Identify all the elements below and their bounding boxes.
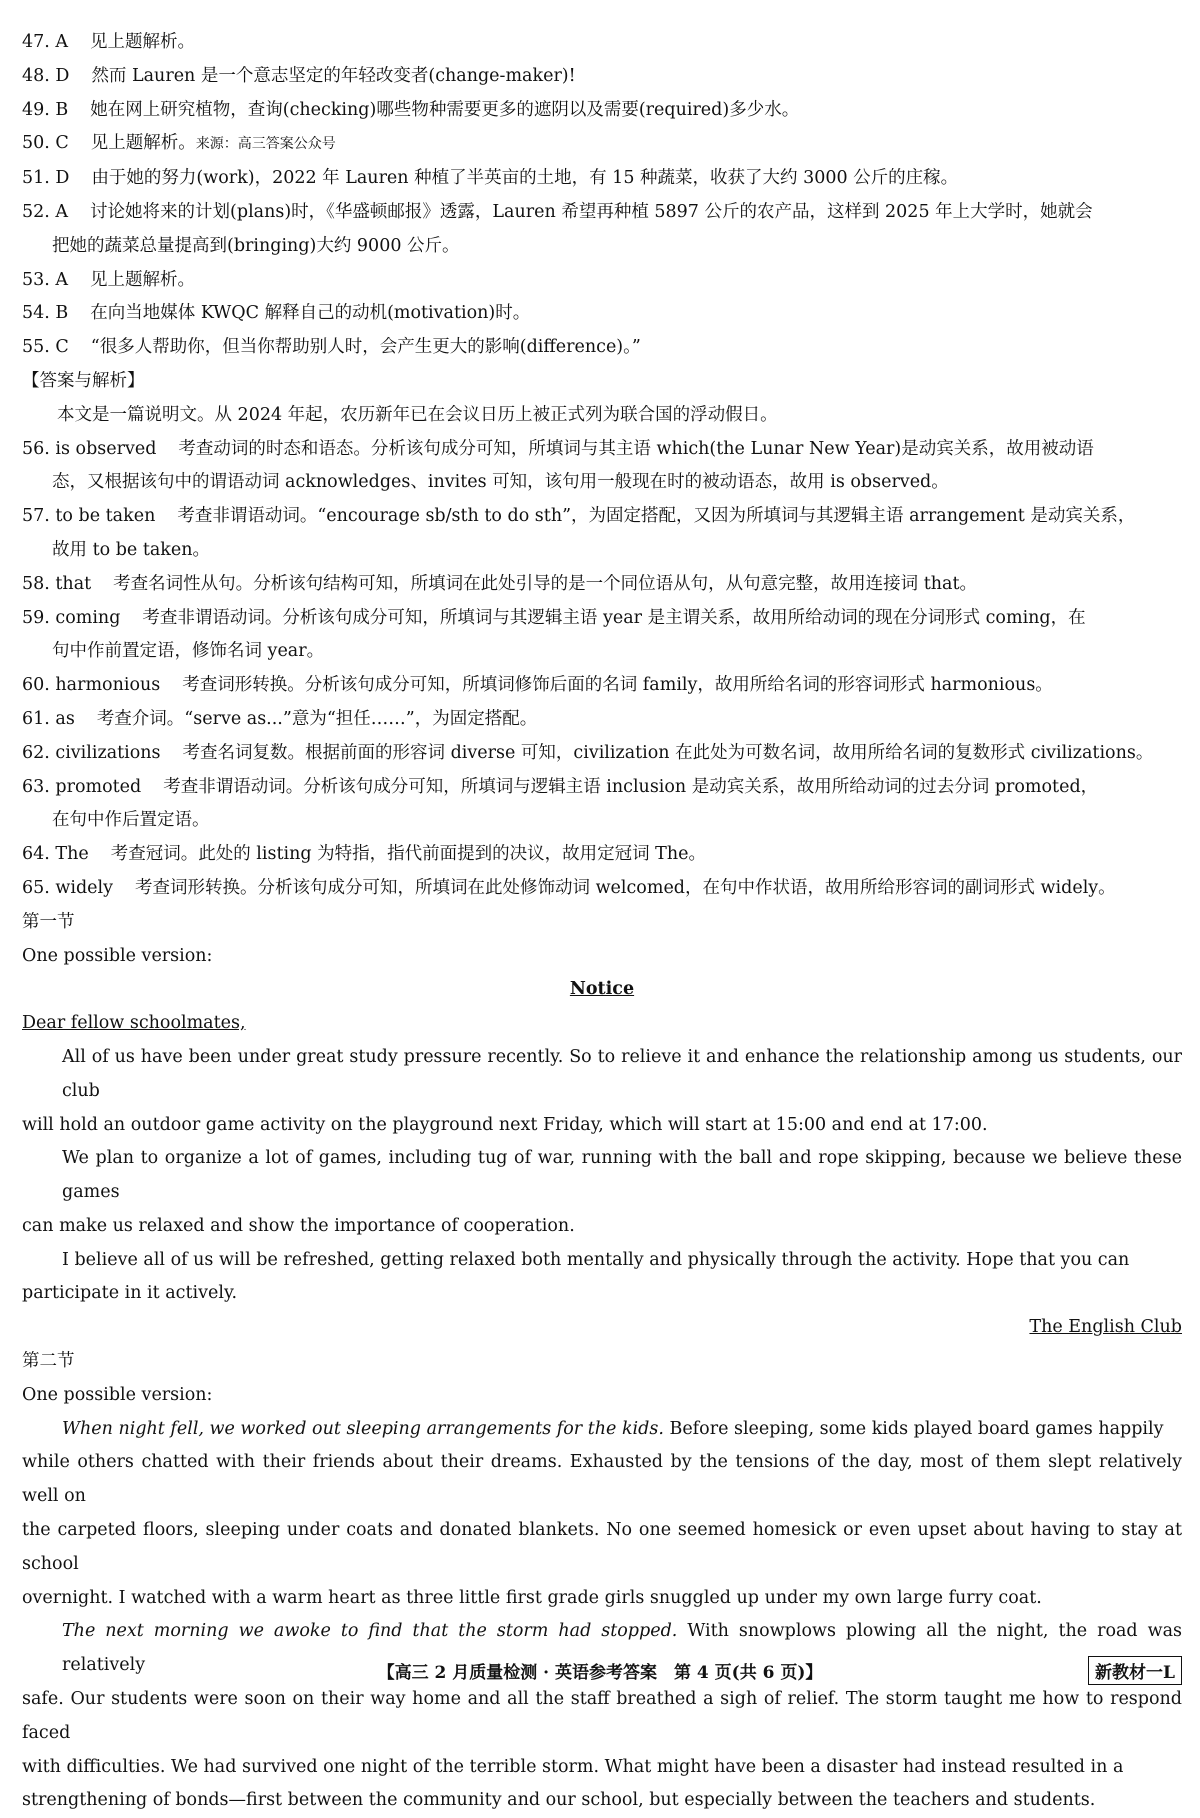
story-p2-l4: strengthening of bonds—first between the community and our school, but especially between the teachers and students. bbox=[22, 1790, 1096, 1811]
notice-signature: The English Club bbox=[1029, 1317, 1182, 1338]
answer-line bbox=[22, 602, 1182, 636]
part1-heading: 第一节 bbox=[22, 911, 75, 932]
answer-line bbox=[22, 669, 1182, 703]
answer-explanation: 然而 Lauren 是一个意志坚定的年轻改变者(change-maker)! bbox=[91, 65, 576, 86]
answer-line bbox=[22, 838, 1182, 872]
answer-number: 48. D bbox=[22, 65, 70, 86]
answers-section-b bbox=[22, 433, 1182, 906]
story-p1-l4: overnight. I watched with a warm heart as three little first grade girls snuggled up under my own large furry coat. bbox=[22, 1587, 1042, 1608]
intro-text: 本文是一篇说明文。从 2024 年起，农历新年已在会议日历上被正式列为联合国的浮动假日。 bbox=[57, 404, 778, 425]
answer-number: 61. as bbox=[22, 708, 75, 729]
notice-greeting: Dear fellow schoolmates, bbox=[22, 1013, 246, 1034]
answer-number: 55. C bbox=[22, 337, 69, 358]
answer-continuation: 在句中作后置定语。 bbox=[52, 810, 210, 831]
answer-line bbox=[22, 94, 1182, 128]
answer-explanation: 在向当地媒体 KWQC 解释自己的动机(motivation)时。 bbox=[90, 303, 531, 324]
answer-line bbox=[22, 26, 1182, 60]
part2-heading: 第二节 bbox=[22, 1351, 75, 1372]
answer-line bbox=[22, 264, 1182, 298]
answer-line bbox=[22, 568, 1182, 602]
answer-continuation: 故用 to be taken。 bbox=[52, 539, 211, 560]
answer-number: 62. civilizations bbox=[22, 742, 161, 763]
answer-explanation: 考查非谓语动词。分析该句成分可知，所填词与其逻辑主语 year 是主谓关系，故用所给动词的现在分词形式 coming，在 bbox=[142, 607, 1086, 628]
story-p1-l2: while others chatted with their friends about their dreams. Exhausted by the tensions of the day, most of them slept relatively well on bbox=[22, 1452, 1182, 1507]
section-header: 【答案与解析】 bbox=[22, 370, 145, 391]
answer-explanation: 见上题解析。 bbox=[90, 133, 196, 154]
answer-line bbox=[22, 127, 1182, 162]
answer-number: 60. harmonious bbox=[22, 675, 161, 696]
answer-continuation: 句中作前置定语，修饰名词 year。 bbox=[52, 641, 325, 662]
answer-continuation: 把她的蔬菜总量提高到(bringing)大约 9000 公斤。 bbox=[52, 235, 460, 256]
notice-p2a: We plan to organize a lot of games, including tug of war, running with the ball and rope skipping, because we believe these games bbox=[62, 1148, 1182, 1203]
answer-number: 49. B bbox=[22, 99, 69, 120]
story-p1-l3: the carpeted floors, sleeping under coats and donated blankets. No one seemed homesick or even upset about having to stay at school bbox=[22, 1520, 1182, 1574]
answer-explanation: 考查动词的时态和语态。分析该句成分可知，所填词与其主语 which(the Lunar New Year)是动宾关系，故用被动语 bbox=[178, 438, 1094, 459]
story-p2-l2: safe. Our students were soon on their way home and all the staff breathed a sigh of relief. The storm taught me how to respond faced bbox=[22, 1689, 1182, 1743]
answer-number: 53. A bbox=[22, 269, 69, 290]
answer-line bbox=[22, 331, 1182, 365]
answer-number: 54. B bbox=[22, 303, 69, 324]
answer-number: 51. D bbox=[22, 168, 70, 189]
notice-p2b: can make us relaxed and show the importance of cooperation. bbox=[22, 1215, 575, 1236]
notice-p3b: participate in it actively. bbox=[22, 1283, 238, 1304]
answer-number: 50. C bbox=[22, 133, 69, 154]
footer-edition-tag: 新教材一L bbox=[1088, 1656, 1182, 1685]
answer-explanation: 见上题解析。 bbox=[90, 32, 196, 52]
notice-p1a: All of us have been under great study pressure recently. So to relieve it and enhance the relationship among us students, our club bbox=[62, 1046, 1182, 1101]
answers-section-a bbox=[22, 26, 1182, 365]
answer-line bbox=[22, 162, 1182, 196]
answer-line bbox=[22, 297, 1182, 331]
answer-explanation: 考查非谓语动词。分析该句成分可知，所填词与逻辑主语 inclusion 是动宾关系，故用所给动词的过去分词 promoted， bbox=[163, 776, 1099, 797]
answer-number: 64. The bbox=[22, 844, 89, 865]
notice-p1b: will hold an outdoor game activity on the playground next Friday, which will start at 15:00 and end at 17:00. bbox=[22, 1114, 988, 1135]
answer-explanation: 她在网上研究植物，查询(checking)哪些物种需要更多的遮阴以及需要(required)多少水。 bbox=[90, 99, 800, 120]
answer-line bbox=[22, 500, 1182, 534]
answer-explanation: 讨论她将来的计划(plans)时，《华盛顿邮报》透露，Lauren 希望再种植 5897 公斤的农产品，这样到 2025 年上大学时，她就会 bbox=[90, 201, 1093, 222]
answer-explanation: 考查名词复数。根据前面的形容词 diverse 可知，civilization 在此处为可数名词，故用所给名词的复数形式 civilizations。 bbox=[182, 742, 1154, 763]
answer-number: 56. is observed bbox=[22, 438, 157, 459]
answer-continuation: 态，又根据该句中的谓语动词 acknowledges、invites 可知，该句用一般现在时的被动语态，故用 is observed。 bbox=[52, 472, 949, 493]
answer-explanation: 考查介词。“serve as...”意为“担任……”，为固定搭配。 bbox=[96, 708, 538, 729]
answer-number: 58. that bbox=[22, 573, 92, 594]
answer-line bbox=[22, 771, 1182, 805]
part2-label: One possible version: bbox=[22, 1384, 213, 1405]
answer-number: 59. coming bbox=[22, 607, 121, 628]
answer-explanation: 考查非谓语动词。“encourage sb/sth to do sth”，为固定搭配，又因为所填词与其逻辑主语 arrangement 是动宾关系， bbox=[177, 506, 1136, 527]
notice-title: Notice bbox=[569, 979, 635, 1000]
part1-label: One possible version: bbox=[22, 945, 213, 966]
answer-number: 52. A bbox=[22, 201, 69, 222]
answer-explanation: 由于她的努力(work)，2022 年 Lauren 种植了半英亩的土地，有 15 种蔬菜，收获了大约 3000 公斤的庄稼。 bbox=[91, 168, 959, 189]
answer-number: 65. widely bbox=[22, 877, 114, 898]
source-note: 来源：高三答案公众号 bbox=[195, 136, 336, 153]
answer-explanation: “很多人帮助你，但当你帮助别人时，会产生更大的影响(difference)。” bbox=[90, 337, 641, 358]
page-footer bbox=[0, 1654, 1200, 1684]
answer-number: 63. promoted bbox=[22, 776, 142, 797]
answer-number: 57. to be taken bbox=[22, 506, 156, 527]
answer-line bbox=[22, 703, 1182, 737]
answer-explanation: 见上题解析。 bbox=[90, 269, 196, 290]
page-content bbox=[22, 26, 1182, 1818]
answer-explanation: 考查词形转换。分析该句成分可知，所填词在此处修饰动词 welcomed，在句中作状语，故用所给形容词的副词形式 widely。 bbox=[135, 877, 1116, 898]
story-p2-rest: With snowplows plowing all the night, the road was relatively bbox=[62, 1621, 1183, 1676]
story-p2-l3: with difficulties. We had survived one night of the terrible storm. What might have been a disaster had instead resulted in a bbox=[22, 1756, 1124, 1777]
answer-line bbox=[22, 872, 1182, 906]
answer-explanation: 考查名词性从句。分析该句结构可知，所填词在此处引导的是一个同位语从句，从句意完整，故用连接词 that。 bbox=[113, 573, 978, 594]
story-p2-italic: The next morning we awoke to find that the storm had stopped. bbox=[62, 1621, 678, 1642]
answer-explanation: 考查冠词。此处的 listing 为特指，指代前面提到的决议，故用定冠词 The。 bbox=[110, 844, 706, 865]
story-p1-rest: Before sleeping, some kids played board games happily bbox=[663, 1418, 1164, 1439]
answer-number: 47. A bbox=[22, 32, 69, 52]
footer-title: 【高三 2 月质量检测 · 英语参考答案 第 4 页(共 6 页)】 bbox=[377, 1663, 823, 1683]
answer-explanation: 考查词形转换。分析该句成分可知，所填词修饰后面的名词 family，故用所给名词的形容词形式 harmonious。 bbox=[182, 675, 1053, 696]
answer-line bbox=[22, 196, 1182, 230]
answer-line bbox=[22, 433, 1182, 467]
answer-line bbox=[22, 737, 1182, 771]
answer-line bbox=[22, 60, 1182, 94]
notice-p3a: I believe all of us will be refreshed, getting relaxed both mentally and physically through the activity. Hope that you can bbox=[62, 1249, 1130, 1270]
story-p1-italic: When night fell, we worked out sleeping arrangements for the kids. bbox=[62, 1418, 664, 1439]
